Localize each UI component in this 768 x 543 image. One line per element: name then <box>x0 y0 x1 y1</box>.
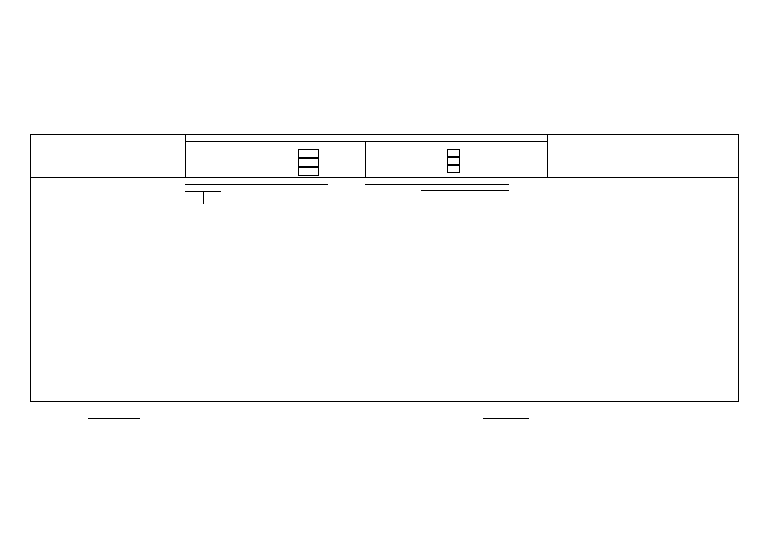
direcao-signature-line[interactable] <box>483 418 529 419</box>
tecnico-signature-line[interactable] <box>88 418 140 419</box>
